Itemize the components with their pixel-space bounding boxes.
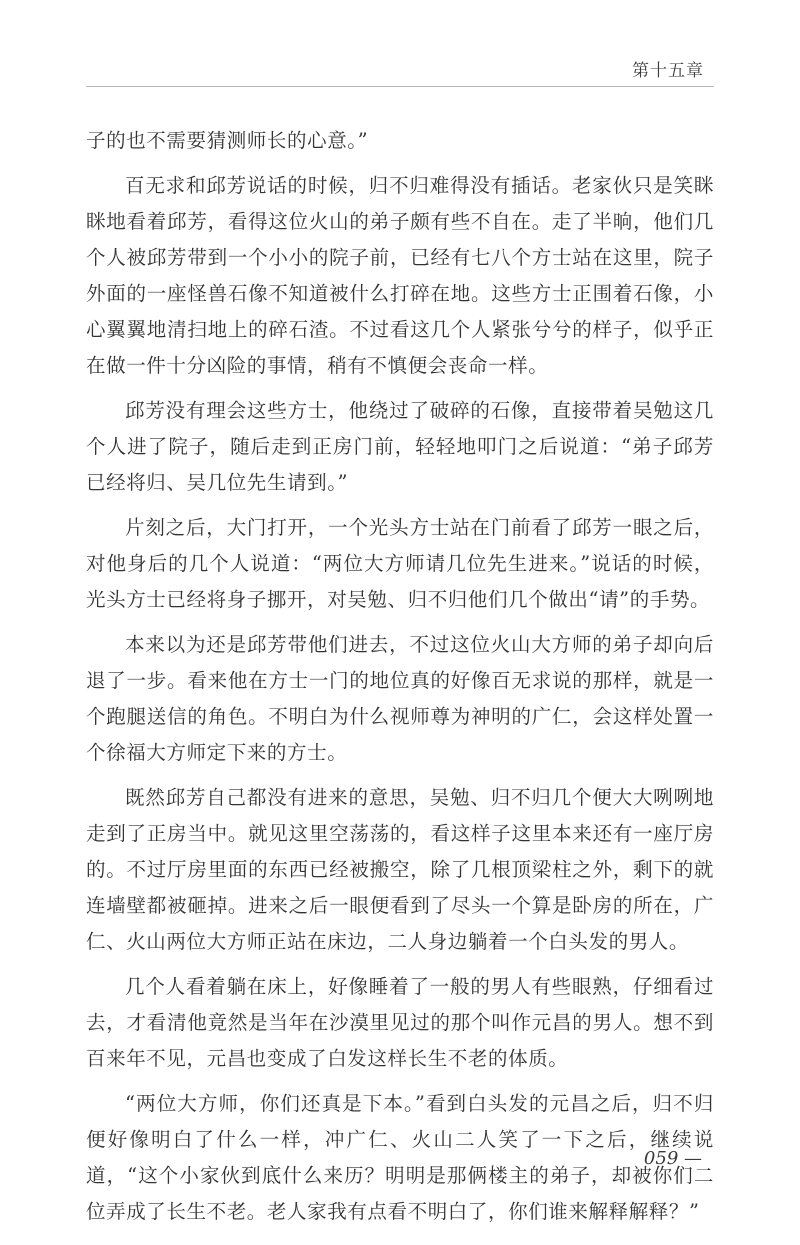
paragraph: 片刻之后，大门打开，一个光头方士站在门前看了邱芳一眼之后，对他身后的几个人说道：“两位大方师请几位先生进来。”说话的时候，光头方士已经将身子挪开，对吴勉、归不归他们几个做出“请”的手势。 — [86, 516, 714, 611]
paragraph: 几个人看着躺在床上，好像睡着了一般的男人有些眼熟，仔细看过去，才看清他竟然是当年在沙漠里见过的那个叫作元昌的男人。想不到百来年不见，元昌也变成了白发这样长生不老的体质。 — [86, 975, 714, 1070]
paragraph: 邱芳没有理会这些方士，他绕过了破碎的石像，直接带着吴勉这几个人进了院子，随后走到正房门前，轻轻地叩门之后说道：“弟子邱芳已经将归、吴几位先生请到。” — [86, 399, 714, 494]
paragraph: 百无求和邱芳说话的时候，归不归难得没有插话。老家伙只是笑眯眯地看着邱芳，看得这位火山的弟子颇有些不自在。走了半晌，他们几个人被邱芳带到一个小小的院子前，已经有七八个方士站在这里，院子外面的一座怪兽石像不知道被什么打碎在地。这些方士正围着石像，小心翼翼地清扫地上的碎石渣。不过看这几个人紧张兮兮的样子，似乎正在做一件十分凶险的事情，稍有不慎便会丧命一样。 — [86, 174, 714, 377]
paragraph: 既然邱芳自己都没有进来的意思，吴勉、归不归几个便大大咧咧地走到了正房当中。就见这里空荡荡的，看这样子这里本来还有一座厅房的。不过厅房里面的东西已经被搬空，除了几根顶梁柱之外，剩下的就连墙壁都被砸掉。进来之后一眼便看到了尽头一个算是卧房的所在，广仁、火山两位大方师正站在床边，二人身边躺着一个白头发的男人。 — [86, 786, 714, 953]
paragraph: “两位大方师，你们还真是下本。”看到白头发的元昌之后，归不归便好像明白了什么一样，冲广仁、火山二人笑了一下之后，继续说道，“这个小家伙到底什么来历？明明是那俩楼主的弟子，却被你们二位弄成了长生不老。老人家我有点看不明白了，你们谁来解释解释？” — [86, 1092, 714, 1223]
running-header-chapter: 第十五章 — [632, 61, 704, 81]
paragraph: 本来以为还是邱芳带他们进去，不过这位火山大方师的弟子却向后退了一步。看来他在方士一门的地位真的好像百无求说的那样，就是一个跑腿送信的角色。不明白为什么视师尊为神明的广仁，会这样处置一个徐福大方师定下来的方士。 — [86, 633, 714, 764]
page-body — [86, 123, 714, 1239]
page-number: 059 — — [643, 1148, 702, 1169]
header-divider — [86, 86, 714, 87]
paragraph: 子的也不需要猜测师长的心意。” — [86, 129, 369, 152]
